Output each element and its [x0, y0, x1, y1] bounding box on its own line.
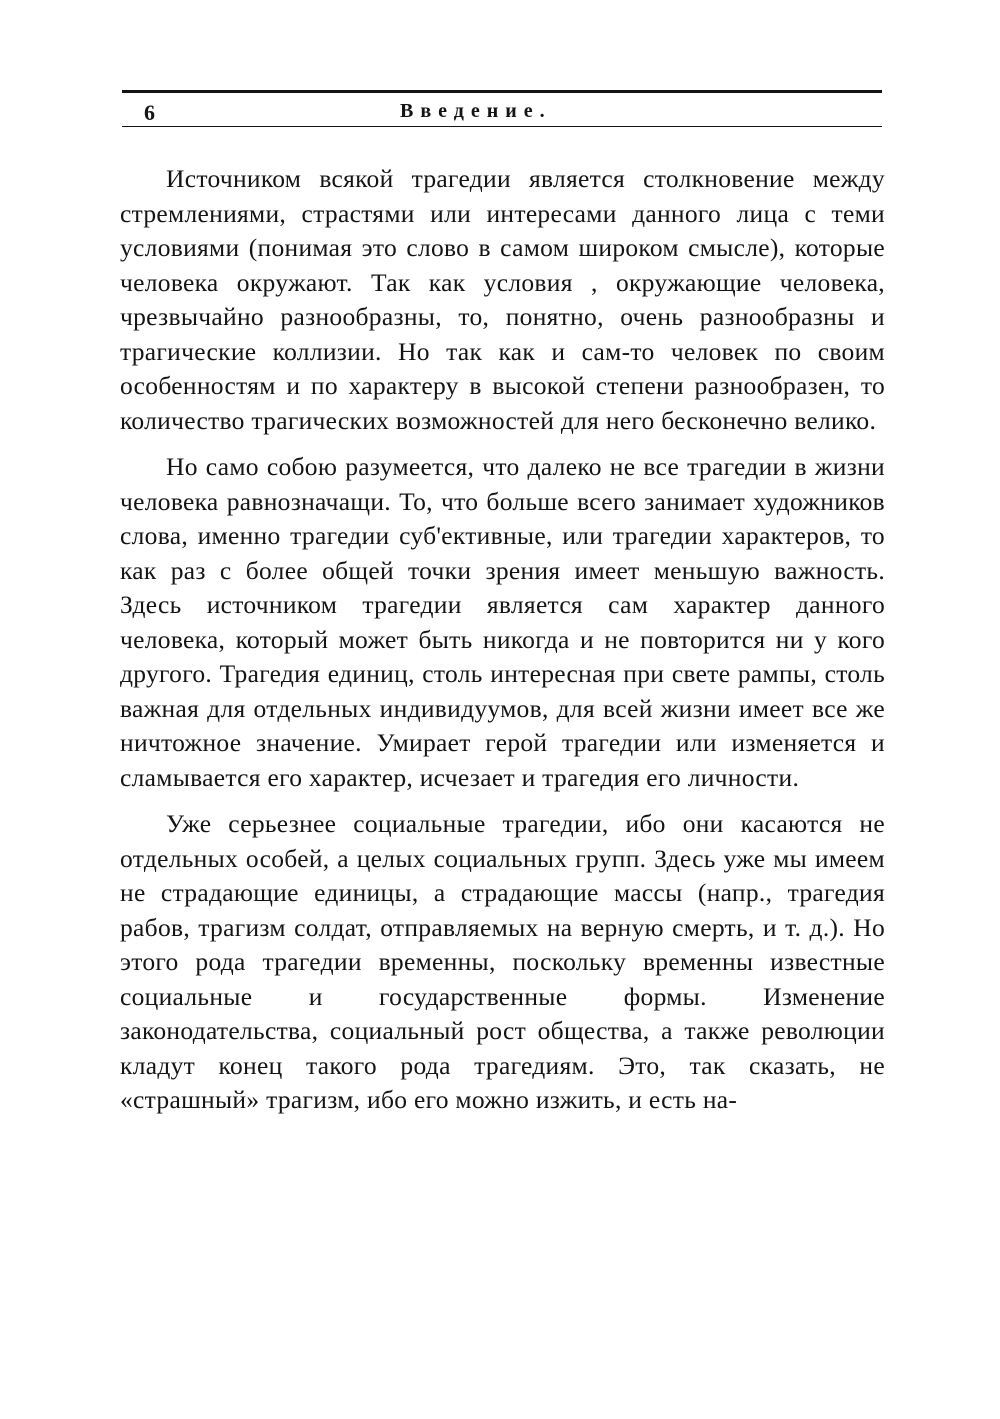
- page-header: [122, 90, 882, 130]
- page-number: 6: [144, 100, 155, 125]
- running-title: Введение.: [400, 100, 552, 122]
- paragraph-3: Уже серьезнее социальные трагедии, ибо они касаются не отдельных особей, а целых социальных групп. Здесь уже мы имеем не страдающие единицы, а страдающие массы (напр., трагедия рабов, трагизм солдат, отправляемых на верную смерть, и т. д.). Но этого рода трагедии временны, поскольку временны известные социальные и государственные формы. Изменение законодательства, социальный рост общества, а также революции кладут конец такого рода трагедиям. Это, так сказать, не «страшный» трагизм, ибо его можно изжить, и есть на-: [120, 809, 885, 1114]
- header-top-rule: [122, 90, 882, 93]
- body-text: [120, 162, 885, 1130]
- header-bottom-rule: [122, 126, 882, 127]
- paragraph-2: Но само собою разумеется, что далеко не все трагедии в жизни человека равнозначащи. То, что больше всего занимает художников слова, именно трагедии суб'ективные, или трагедии характеров, то как раз с более общей точки зрения имеет меньшую важность. Здесь источником трагедии является сам характер данного человека, который может быть никогда и не повторится ни у кого другого. Трагедия единиц, столь интересная при свете рампы, столь важная для отдельных индивидуумов, для всей жизни имеет все же ничтожное значение. Умирает герой трагедии или изменяется и сламывается его характер, исчезает и трагедия его личности.: [120, 452, 885, 792]
- paragraph-1: Источником всякой трагедии является столкновение между стремлениями, страстями или интересами данного лица с теми условиями (понимая это слово в самом широком смысле), которые человека окружают. Так как условия , окружающие человека, чрезвычайно разнообразны, то, понятно, очень разнообразны и трагические коллизии. Но так как и сам-то человек по своим особенностям и по характеру в высокой степени разнообразен, то количество трагических возможностей для него бесконечно велико.: [120, 164, 885, 435]
